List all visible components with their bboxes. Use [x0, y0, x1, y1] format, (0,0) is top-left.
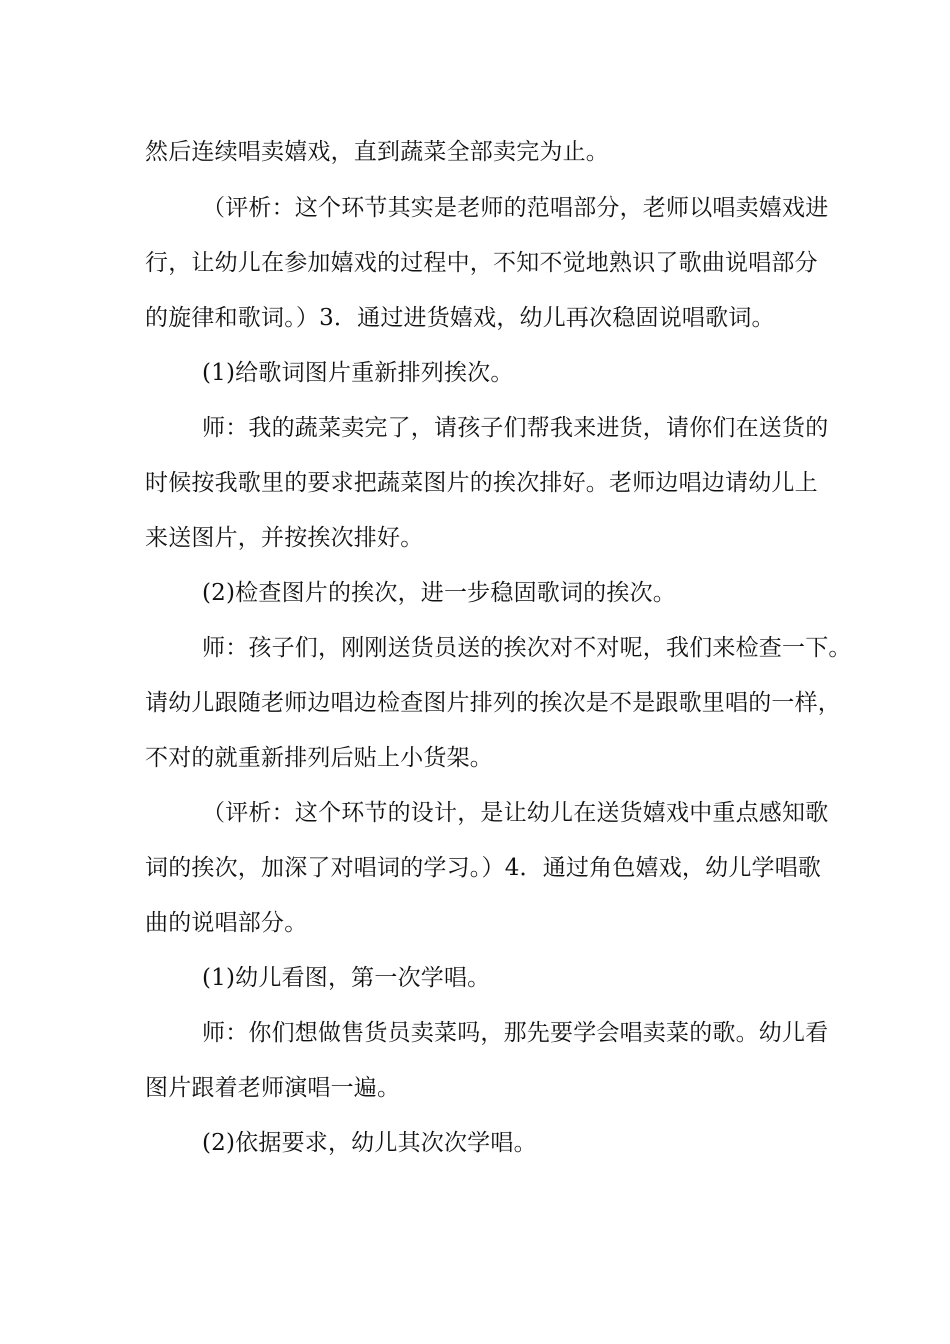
text-line: (1)幼儿看图，第一次学唱。	[202, 965, 491, 991]
text-line: 然后连续唱卖嬉戏，直到蔬菜全部卖完为止。	[145, 139, 609, 165]
text-line: （评析：这个环节其实是老师的范唱部分，老师以唱卖嬉戏进	[202, 195, 829, 221]
text-line: 请幼儿跟随老师边唱边检查图片排列的挨次是不是跟歌里唱的一样，	[145, 690, 841, 716]
text-line: （评析：这个环节的设计，是让幼儿在送货嬉戏中重点感知歌	[202, 800, 829, 826]
text-line: 图片跟着老师演唱一遍。	[145, 1075, 401, 1101]
text-line: 时候按我歌里的要求把蔬菜图片的挨次排好。老师边唱边请幼儿上	[145, 470, 818, 496]
text-line: (1)给歌词图片重新排列挨次。	[202, 360, 514, 386]
text-line: 的旋律和歌词。）3．通过进货嬉戏，幼儿再次稳固说唱歌词。	[145, 305, 775, 331]
text-line: (2)依据要求，幼儿其次次学唱。	[202, 1130, 537, 1156]
text-line: 曲的说唱部分。	[145, 910, 308, 936]
text-line: 师：你们想做售货员卖菜吗，那先要学会唱卖菜的歌。幼儿看	[202, 1020, 829, 1046]
text-line: 行，让幼儿在参加嬉戏的过程中，不知不觉地熟识了歌曲说唱部分	[145, 250, 818, 276]
text-line: 来送图片，并按挨次排好。	[145, 525, 424, 551]
text-line: 师：孩子们，刚刚送货员送的挨次对不对呢，我们来检查一下。	[202, 635, 852, 661]
text-line: (2)检查图片的挨次，进一步稳固歌词的挨次。	[202, 580, 676, 606]
text-line: 不对的就重新排列后贴上小货架。	[145, 745, 493, 771]
text-line: 词的挨次，加深了对唱词的学习。）4．通过角色嬉戏，幼儿学唱歌	[145, 855, 822, 881]
text-line: 师：我的蔬菜卖完了，请孩子们帮我来进货，请你们在送货的	[202, 415, 829, 441]
